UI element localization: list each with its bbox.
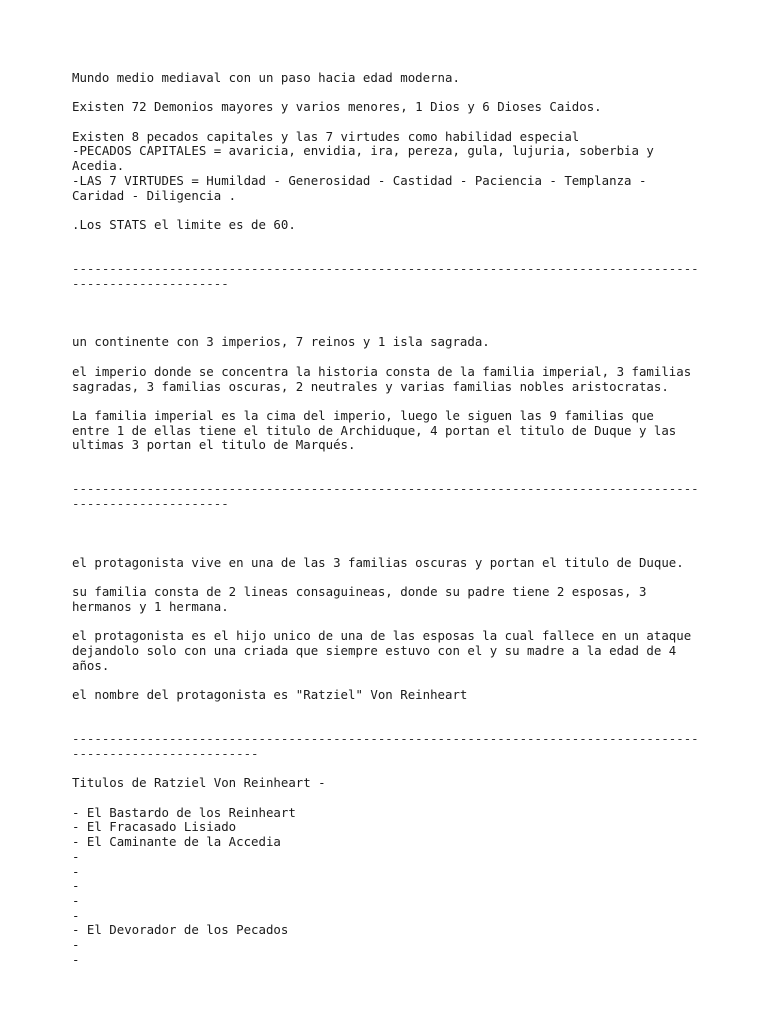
title-item: - El Fracasado Lisiado (72, 819, 237, 835)
title-item: - (72, 937, 80, 953)
separator-1-line-1: ------------------------------------------------------------------------------------ (72, 261, 699, 277)
stats-line: .Los STATS el limite es de 60. (72, 216, 296, 232)
title-item: - (72, 892, 80, 908)
imperial-line-3: ultimas 3 portan el titulo de Marqués. (72, 437, 356, 453)
title-item: - (72, 863, 80, 879)
family-line-2: hermanos y 1 hermana. (72, 598, 229, 614)
title-item: - (72, 878, 80, 894)
document-page (72, 71, 712, 967)
separator-2-line-1: ------------------------------------------------------------------------------------ (72, 481, 699, 497)
continent-line: un continente con 3 imperios, 7 reinos y 1 isla sagrada. (72, 334, 490, 350)
sins-line-1: -PECADOS CAPITALES = avaricia, envidia, ira, pereza, gula, lujuria, soberbia y (72, 143, 654, 159)
separator-2-line-2: --------------------- (72, 496, 229, 512)
demons-line: Existen 72 Demonios mayores y varios menores, 1 Dios y 6 Dioses Caidos. (72, 99, 602, 115)
virtues-line-1: -LAS 7 VIRTUDES = Humildad - Generosidad - Castidad - Paciencia - Templanza - (72, 172, 647, 188)
sins-intro-line: Existen 8 pecados capitales y las 7 virtudes como habilidad especial (72, 128, 580, 144)
empire-line-2: sagradas, 3 familias oscuras, 2 neutrales y varias familias nobles aristocratas. (72, 378, 669, 394)
imperial-line-1: La familia imperial es la cima del imperio, luego le siguen las 9 familias que (72, 407, 654, 423)
empire-line-1: el imperio donde se concentra la historia consta de la familia imperial, 3 familias (72, 363, 692, 379)
only-son-line-3: años. (72, 657, 110, 673)
title-item: - El Devorador de los Pecados (72, 922, 289, 938)
separator-3-line-1: ------------------------------------------------------------------------------------ (72, 731, 699, 747)
imperial-line-2: entre 1 de ellas tiene el titulo de Archiduque, 4 portan el titulo de Duque y las (72, 422, 677, 438)
only-son-line-1: el protagonista es el hijo unico de una de las esposas la cual fallece en un ataque (72, 628, 692, 644)
protagonist-name-line: el nombre del protagonista es "Ratziel" Von Reinheart (72, 687, 468, 703)
separator-1-line-2: --------------------- (72, 275, 229, 291)
titles-heading: Titulos de Ratziel Von Reinheart - (72, 775, 326, 791)
virtues-line-2: Caridad - Diligencia . (72, 187, 237, 203)
world-line: Mundo medio mediaval con un paso hacia edad moderna. (72, 70, 460, 85)
separator-3-line-2: ------------------------- (72, 745, 259, 761)
title-item: - El Bastardo de los Reinheart (72, 804, 296, 820)
protagonist-line: el protagonista vive en una de las 3 familias oscuras y portan el titulo de Duque. (72, 554, 684, 570)
title-item: - (72, 951, 80, 967)
only-son-line-2: dejandolo solo con una criada que siempre estuvo con el y su madre a la edad de 4 (72, 643, 677, 659)
title-item: - El Caminante de la Accedia (72, 834, 281, 850)
family-line-1: su familia consta de 2 lineas consaguineas, donde su padre tiene 2 esposas, 3 (72, 584, 647, 600)
sins-line-2: Acedia. (72, 158, 125, 174)
title-item: - (72, 848, 80, 864)
title-item: - (72, 907, 80, 923)
